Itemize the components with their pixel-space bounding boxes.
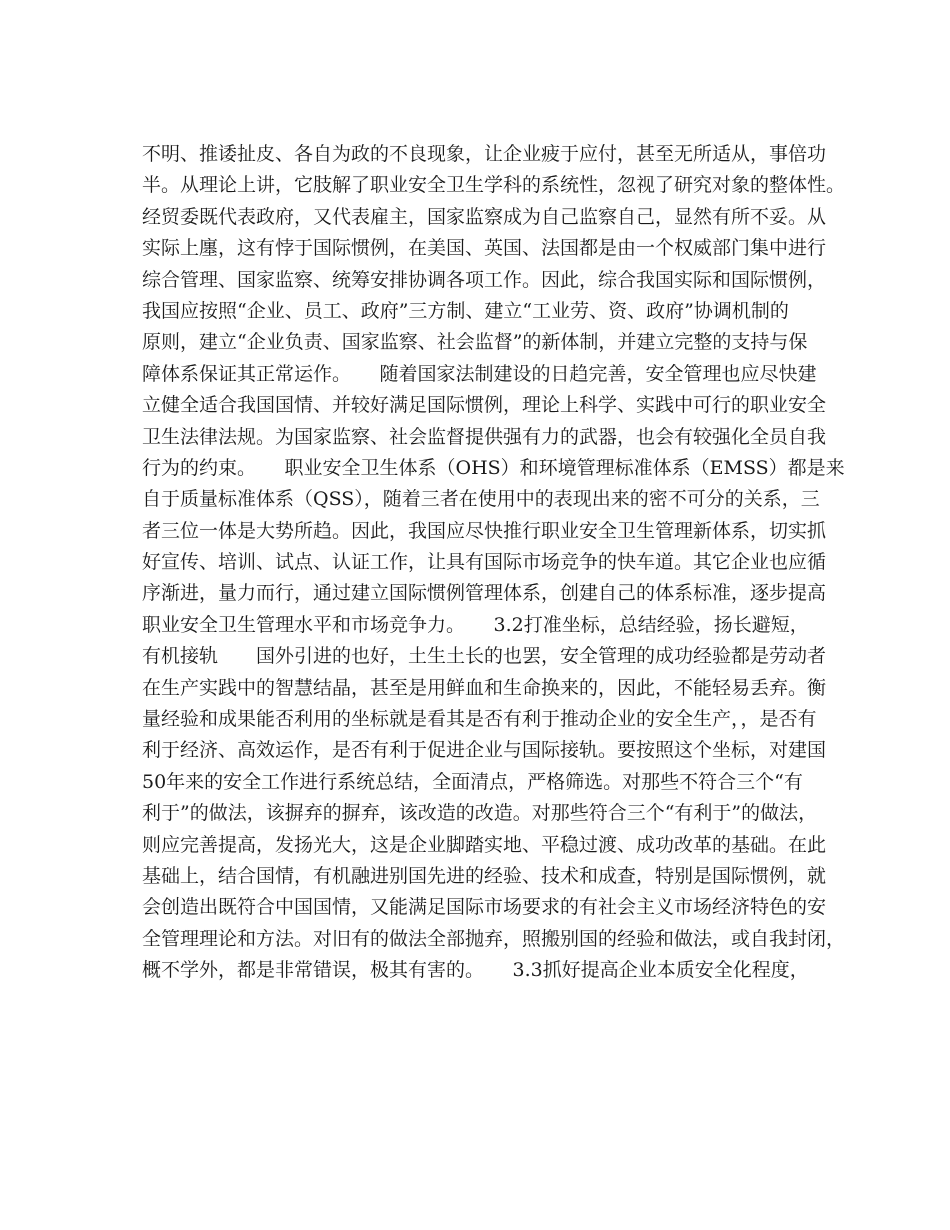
text-line: 职业安全卫生管理水平和市场竞争力。 3.2打准坐标，总结经验，扬长避短， (142, 613, 809, 636)
text-line: 实际上廛，这有悖于国际惯例，在美国、英国、法国都是由一个权威部门集中进行 (142, 237, 827, 260)
text-line: 卫生法律法规。为国家监察、社会监督提供强有力的武器，也会有较强化全员自我 (142, 425, 827, 448)
text-line: 行为的约束。 职业安全卫生体系（OHS）和环境管理标准体系（EMSS）都是来 (142, 456, 845, 479)
text-line: 障体系保证其正常运作。 随着国家法制建设的日趋完善，安全管理也应尽快建 (142, 362, 817, 385)
text-line: 量经验和成果能否利用的坐标就是看其是否有利于推动企业的安全生产，，是否有 (142, 708, 817, 731)
text-line: 基础上，结合国情，有机融进别国先进的经验、技术和成查，特别是国际惯例，就 (142, 864, 827, 887)
text-line: 会创造出既符合中国国情，又能满足国际市场要求的有社会主义市场经济特色的安 (142, 896, 827, 919)
text-line: 好宣传、培训、试点、认证工作，让具有国际市场竞争的快车道。其它企业也应循 (142, 551, 827, 574)
text-line: 50年来的安全工作进行系统总结，全面清点，严格筛选。对那些不符合三个“有 (142, 770, 803, 793)
text-line: 立健全适合我国国情、并较好满足国际惯例，理论上科学、实践中可行的职业安全 (142, 394, 827, 417)
text-line: 在生产实践中的智慧结晶，甚至是用鲜血和生命换来的，因此，不能轻易丢弃。衡 (142, 676, 827, 699)
text-line: 序渐进，量力而行，通过建立国际惯例管理体系，创建自己的体系标准，逐步提高 (142, 582, 827, 605)
body-text (142, 139, 846, 987)
text-line: 半。从理论上讲，它肢解了职业安全卫生学科的系统性，忽视了研究对象的整体性。 (142, 174, 846, 197)
text-line: 者三位一体是大势所趋。因此，我国应尽快推行职业安全卫生管理新体系，切实抓 (142, 519, 827, 542)
text-line: 概不学外，都是非常错误，极其有害的。 3.3抓好提高企业本质安全化程度， (142, 959, 809, 982)
text-line: 综合管理、国家监察、统筹安排协调各项工作。因此，综合我国实际和国际惯例， (142, 268, 827, 291)
text-line: 原则，建立“企业负责、国家监察、社会监督”的新体制，并建立完整的支持与保 (142, 331, 808, 354)
text-line: 利于经济、高效运作，是否有利于促进企业与国际接轨。要按照这个坐标，对建国 (142, 739, 827, 762)
text-line: 不明、推诿扯皮、各自为政的不良现象，让企业疲于应付，甚至无所适从，事倍功 (142, 143, 827, 165)
text-line: 全管理理论和方法。对旧有的做法全部抛弃，照搬别国的经验和做法，或自我封闭， (142, 927, 846, 950)
text-line: 利于”的做法，该摒弃的摒弃，该改造的改造。对那些符合三个“有利于”的做法， (142, 802, 818, 825)
text-line: 则应完善提高，发扬光大，这是企业脚踏实地、平稳过渡、成功改革的基础。在此 (142, 833, 827, 856)
text-line: 经贸委既代表政府，又代表雇主，国家监察成为自己监察自己，显然有所不妥。从 (142, 205, 827, 228)
text-line: 我国应按照“企业、员工、政府”三方制、建立“工业劳、资、政府”协调机制的 (142, 299, 789, 322)
text-line: 自于质量标准体系（QSS），随着三者在使用中的表现出来的密不可分的关系，三 (142, 488, 820, 511)
text-line: 有机接轨 国外引进的也好，土生土长的也罢，安全管理的成功经验都是劳动者 (142, 645, 827, 668)
